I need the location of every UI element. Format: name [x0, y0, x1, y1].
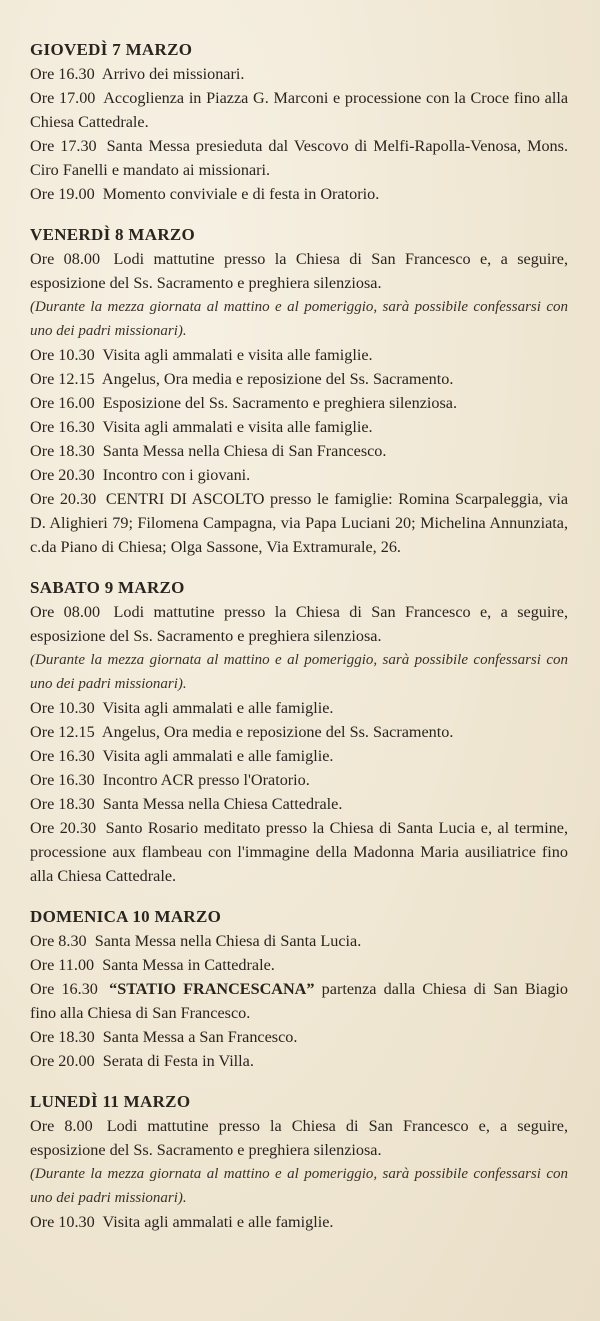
- entry-text: partenza dalla Chiesa di San Biagio fino alla Chiesa di San Francesco.: [30, 980, 569, 1022]
- confession-note: (Durante la mezza giornata al mattino e al pomeriggio, sarà possibile confessarsi con uno dei padri missionari).: [30, 1166, 568, 1206]
- day-section: [30, 576, 568, 888]
- entry-text: Visita agli ammalati e alle famiglie.: [102, 1213, 334, 1231]
- entry-time: Ore 16.30: [30, 771, 95, 789]
- entry-text: Angelus, Ora media e reposizione del Ss. Sacramento.: [101, 723, 454, 741]
- schedule-entry: [30, 816, 568, 888]
- schedule-entry: [30, 768, 568, 792]
- entry-time: Ore 18.30: [30, 795, 95, 813]
- schedule-entry: [30, 977, 568, 1025]
- schedule-entry: [30, 415, 568, 439]
- entry-time: Ore 16.00: [30, 394, 95, 412]
- schedule-entry: [30, 720, 568, 744]
- entry-time: Ore 16.30: [30, 747, 95, 765]
- entry-text: Santo Rosario meditato presso la Chiesa di Santa Lucia e, al termine, processione aux flambeau con l'immagine della Madonna Maria ausiliatrice fino alla Chiesa Cattedrale.: [30, 819, 569, 885]
- schedule-entry: [30, 463, 568, 487]
- day-section: [30, 905, 568, 1073]
- schedule-entry: [30, 487, 568, 559]
- schedule-entry: [30, 929, 568, 953]
- entry-highlight: “STATIO FRANCESCANA”: [109, 980, 315, 998]
- entry-time: Ore 10.30: [30, 699, 95, 717]
- confession-note: (Durante la mezza giornata al mattino e al pomeriggio, sarà possibile confessarsi con uno dei padri missionari).: [30, 299, 568, 339]
- schedule-entry: [30, 600, 568, 648]
- schedule-entry: [30, 1210, 568, 1234]
- schedule-entry: [30, 182, 568, 206]
- entry-text: Santa Messa nella Chiesa di Santa Lucia.: [94, 932, 362, 950]
- entry-text: Incontro con i giovani.: [102, 466, 251, 484]
- day-title: LUNEDÌ 11 MARZO: [30, 1092, 191, 1111]
- entry-text: Santa Messa nella Chiesa di San Francesco.: [102, 442, 387, 460]
- entry-text: Visita agli ammalati e alle famiglie.: [102, 699, 334, 717]
- schedule-entry: [30, 1025, 568, 1049]
- schedule-entry: [30, 391, 568, 415]
- day-section: [30, 223, 568, 559]
- entry-text: Lodi mattutine presso la Chiesa di San Francesco e, a seguire, esposizione del Ss. Sacramento e preghiera silenziosa.: [30, 603, 569, 645]
- entry-time: Ore 20.30: [30, 819, 97, 837]
- entry-text: Serata di Festa in Villa.: [102, 1052, 254, 1070]
- entry-time: Ore 18.30: [30, 1028, 95, 1046]
- entry-text: Incontro ACR presso l'Oratorio.: [102, 771, 310, 789]
- day-title: DOMENICA 10 MARZO: [30, 907, 222, 926]
- schedule-entry: [30, 792, 568, 816]
- entry-text: Arrivo dei missionari.: [101, 65, 245, 83]
- schedule-entry: [30, 696, 568, 720]
- schedule-entry: [30, 744, 568, 768]
- entry-time: Ore 12.15: [30, 370, 95, 388]
- entry-text: Visita agli ammalati e visita alle famiglie.: [102, 418, 373, 436]
- day-section: [30, 38, 568, 206]
- schedule-entry: [30, 953, 568, 977]
- schedule-entry: [30, 62, 568, 86]
- entry-time: Ore 8.30: [30, 932, 87, 950]
- schedule-entry: [30, 1049, 568, 1073]
- entry-time: Ore 16.30: [30, 65, 95, 83]
- entry-time: Ore 18.30: [30, 442, 95, 460]
- schedule-entry: [30, 247, 568, 295]
- entry-text: Esposizione del Ss. Sacramento e preghiera silenziosa.: [102, 394, 458, 412]
- entry-time: Ore 16.30: [30, 980, 98, 998]
- entry-time: Ore 20.30: [30, 466, 95, 484]
- entry-text: Lodi mattutine presso la Chiesa di San Francesco e, a seguire, esposizione del Ss. Sacramento e preghiera silenziosa.: [30, 1117, 569, 1159]
- entry-text: Accoglienza in Piazza G. Marconi e processione con la Croce fino alla Chiesa Cattedrale.: [30, 89, 569, 131]
- entry-text: CENTRI DI ASCOLTO presso le famiglie: Romina Scarpaleggia, via D. Alighieri 79; Filomena Campagna, via Papa Luciani 20; Michelina Annunziata, c.da Piano di Chiesa; Olga Sassone, Via Extramurale, 26.: [30, 490, 569, 556]
- entry-text: Santa Messa presieduta dal Vescovo di Melfi-Rapolla-Venosa, Mons. Ciro Fanelli e mandato ai missionari.: [30, 137, 568, 179]
- day-section: [30, 1090, 568, 1234]
- entry-time: Ore 17.30: [30, 137, 97, 155]
- entry-text: Visita agli ammalati e visita alle famiglie.: [102, 346, 373, 364]
- entry-text: Lodi mattutine presso la Chiesa di San Francesco e, a seguire, esposizione del Ss. Sacramento e preghiera silenziosa.: [30, 250, 569, 292]
- entry-time: Ore 19.00: [30, 185, 95, 203]
- entry-time: Ore 20.30: [30, 490, 97, 508]
- entry-text: Momento conviviale e di festa in Oratorio.: [102, 185, 380, 203]
- day-title: VENERDÌ 8 MARZO: [30, 225, 196, 244]
- schedule-entry: [30, 439, 568, 463]
- schedule-entry: [30, 367, 568, 391]
- entry-time: Ore 8.00: [30, 1117, 93, 1135]
- entry-time: Ore 17.00: [30, 89, 96, 107]
- entry-time: Ore 16.30: [30, 418, 95, 436]
- schedule-entry: [30, 1114, 568, 1162]
- entry-text: Santa Messa nella Chiesa Cattedrale.: [102, 795, 343, 813]
- schedule-entry: [30, 86, 568, 134]
- schedule-entry: [30, 343, 568, 367]
- entry-text: Visita agli ammalati e alle famiglie.: [102, 747, 334, 765]
- day-title: GIOVEDÌ 7 MARZO: [30, 40, 193, 59]
- entry-time: Ore 20.00: [30, 1052, 95, 1070]
- day-title: SABATO 9 MARZO: [30, 578, 185, 597]
- confession-note: (Durante la mezza giornata al mattino e al pomeriggio, sarà possibile confessarsi con uno dei padri missionari).: [30, 652, 568, 692]
- entry-text: Santa Messa a San Francesco.: [102, 1028, 298, 1046]
- entry-time: Ore 12.15: [30, 723, 95, 741]
- entry-time: Ore 08.00: [30, 250, 101, 268]
- entry-text: Santa Messa in Cattedrale.: [102, 956, 275, 974]
- entry-time: Ore 11.00: [30, 956, 95, 974]
- entry-time: Ore 10.30: [30, 1213, 95, 1231]
- entry-time: Ore 10.30: [30, 346, 95, 364]
- schedule-entry: [30, 134, 568, 182]
- entry-text: Angelus, Ora media e reposizione del Ss. Sacramento.: [101, 370, 454, 388]
- entry-time: Ore 08.00: [30, 603, 101, 621]
